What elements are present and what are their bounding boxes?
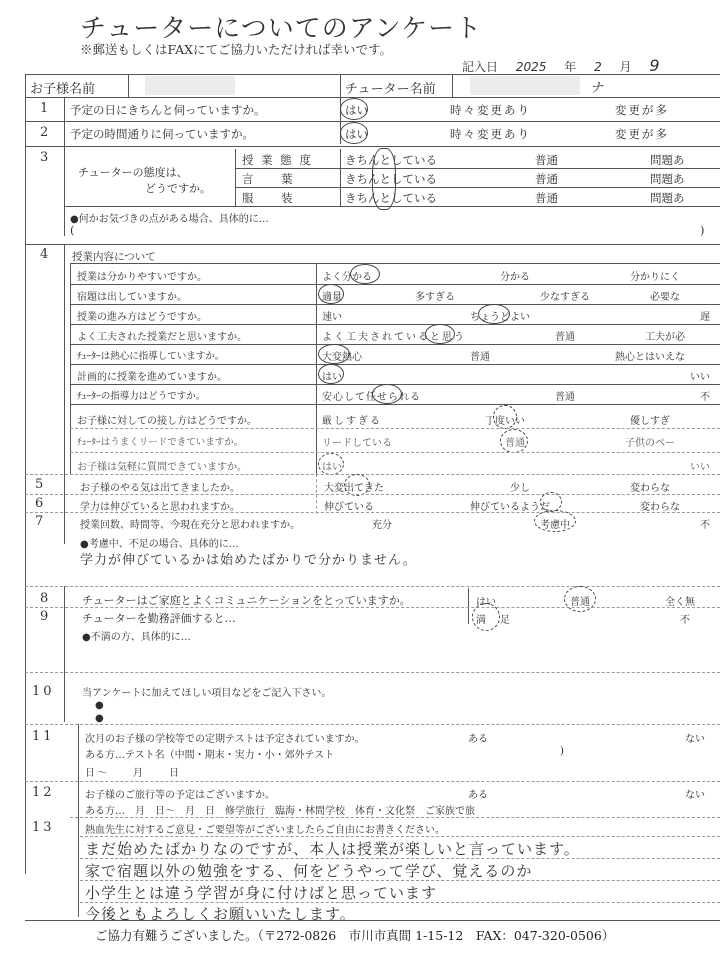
selected-circle [344,474,370,496]
divider [78,817,79,917]
divider [64,586,65,686]
q7-option[interactable]: 不 [700,520,710,531]
q2-option-yes[interactable]: はい [345,127,368,141]
divider [64,146,65,236]
q8-option[interactable]: はい [476,597,496,608]
q13-handwritten-line[interactable]: 今後ともよろしくお願いいたします。 [85,905,356,923]
question-number: 7 [35,514,44,529]
month-label: 月 [619,60,632,74]
divider [70,452,720,453]
q1-option-yes[interactable]: はい [345,103,368,117]
q3-row-label: 言 葉 [242,172,301,186]
q13-handwritten-line[interactable]: 家で宿題以外の勉強をする、何をどうやって学び、覚えるのか [85,862,533,880]
q4-row-option[interactable]: 遅 [700,312,710,323]
q12-line2: ある方… 月 日～ 月 日 修学旅行 臨海・林間学校 体育・文化祭 ご家族で旅 [85,806,475,817]
divider [64,97,65,147]
selected-circle [493,405,517,429]
q1-text: 予定の日にきちんと伺っていますか。 [70,103,266,117]
divider [64,206,720,207]
q7-text: 授業回数、時間等、今現在充分と思われますか。 [80,520,300,531]
q3-row-option[interactable]: きちんとしている [345,153,437,167]
q3-text-line1: チューターの態度は、 [78,166,188,179]
q8-text: チューターはご家庭とよくコミュニケーションをとっていますか。 [82,594,411,607]
selected-circle [425,324,455,344]
selected-circle [318,364,344,384]
date-year-field[interactable]: 2025 [515,60,547,74]
divider [25,724,720,725]
q4-row-option[interactable]: リードしている [322,438,392,449]
q4-row-option[interactable]: 熱心とはいえな [615,352,685,363]
selected-circle [340,122,368,144]
divider [70,324,720,325]
q4-row-option[interactable]: 多すぎる [415,292,455,303]
q4-row-option[interactable]: 普通 [555,392,575,403]
q3-note-label: ●何かお気づきの点がある場合、具体的に… [70,214,269,225]
child-name-label: お子様名前 [30,82,96,97]
q3-row-option[interactable]: 問題あ [650,153,685,167]
q4-row-option[interactable]: よく工夫されていると思う [322,332,466,343]
question-number: 4 [40,247,49,262]
divider [64,474,65,544]
q8-option[interactable]: 普通 [570,597,590,608]
q5-option[interactable]: 大変出てきた [324,483,384,494]
q4-row-text: お子様は気軽に質問できていますか。 [77,462,247,473]
q5-option[interactable]: 変わらな [630,483,670,494]
q4-row-option[interactable]: 優しすぎ [630,416,670,427]
divider [235,149,236,206]
divider [78,781,79,817]
q7-handwritten-answer[interactable]: 学力が伸びているかは始めたばかりで分かりません。 [80,553,417,568]
q9-text: チューターを勤務評価すると… [82,612,236,625]
divider [468,588,469,624]
divider [128,74,129,97]
q4-row-option[interactable]: 普通 [505,438,525,449]
q4-row-option[interactable]: 少なすぎる [540,292,590,303]
divider [80,880,720,881]
question-number: 5 [35,477,44,492]
q3-note-open: ( [70,223,75,237]
question-number: 10 [32,684,55,699]
date-day-field[interactable]: 9 [649,56,660,75]
q7-option[interactable]: 考慮中 [540,520,570,531]
selected-circle [478,304,510,324]
selected-circle [534,510,576,532]
divider [78,724,79,784]
q4-row-option[interactable]: 安心して任せられる [322,392,421,403]
q11-line3: 日～ 月 日 [85,768,181,779]
q3-note-close: ) [700,223,705,237]
q2-option-sometimes[interactable]: 時々変更あり [450,127,531,141]
q3-row-option[interactable]: きちんとしている [345,191,437,205]
q6-option[interactable]: 変わらな [640,502,680,513]
page-title: チューターについてのアンケート [80,14,483,44]
divider [25,494,720,495]
q4-row-option[interactable]: 不 [700,392,710,403]
q12-option-yes[interactable]: ある [468,790,488,801]
divider [70,304,720,305]
q4-row-option[interactable]: 大変熱心 [322,352,362,363]
q4-row-text: 授業は分かりやすいですか。 [77,272,207,283]
selected-circle [318,344,350,364]
q4-row-text: ﾁｭｰﾀｰは熱心に指導していますか。 [77,351,225,362]
q4-row-text: 計画的に授業を進めていますか。 [77,372,227,383]
divider [64,244,65,474]
divider [25,781,720,782]
q4-row-text: 宿題は出していますか。 [77,292,187,303]
divider [25,672,720,673]
divider [25,121,720,122]
q4-row-option[interactable]: はい [322,372,342,383]
q4-row-text: ﾁｭｰﾀｰの指導力はどうですか。 [77,391,206,402]
q10-bullet: ● [95,700,104,711]
entry-date [462,56,674,75]
q13-handwritten-line[interactable]: まだ始めたばかりなのですが、本人は授業が楽しいと言っています。 [85,840,580,858]
selected-circle [372,384,402,404]
q9-option[interactable]: 満足 [476,615,524,626]
q4-row-option[interactable]: 分かりにく [630,272,680,283]
q4-row-option[interactable]: 子供のペー [625,438,675,449]
divider [70,284,720,285]
q11-line2: ある方…テスト名（中間・期末・実力・小・郊外テスト [85,750,335,761]
divider [235,187,720,188]
q7-note-label: ●考慮中、不足の場合、具体的に… [80,539,239,550]
q6-option[interactable]: 伸びているようだ [470,502,550,513]
q4-heading: 授業内容について [72,251,156,263]
q4-row-text: よく工夫された授業だと思いますか。 [77,332,247,343]
question-number: 3 [40,150,49,165]
q11-option-yes[interactable]: ある [468,734,488,745]
q4-row-option[interactable]: よく分かる [322,272,372,283]
divider [25,586,720,587]
divider [25,97,720,98]
q4-row-text: ﾁｭｰﾀｰはうまくリードできていますか。 [77,437,244,448]
q2-option-often[interactable]: 変更が多 [615,127,669,141]
q4-row-option[interactable]: 速い [322,312,342,323]
selected-circle [500,429,528,453]
q8-option[interactable]: 全く無 [665,597,695,608]
divider [70,364,720,365]
selected-circle [564,586,596,612]
q10-bullet: ● [95,713,104,724]
divider [316,263,317,474]
q4-row-text: お子様に対しての接し方はどうですか。 [77,416,257,427]
q11-close: ) [560,746,564,757]
tutor-name-label: チューター名前 [345,82,436,97]
q4-row-option[interactable]: 丁度いい [485,416,525,427]
q11-text: 次月のお子様の学校等での定期テストは予定されていますか。 [85,734,365,745]
q4-row-option[interactable]: 工夫が必 [645,332,685,343]
year-label: 年 [564,60,577,74]
date-month-field[interactable]: 2 [594,60,602,74]
footer-contact: ご協力有難うございました。（〒272-0826 市川市真間 1-15-12 FAX：047-320-0506） [95,928,615,943]
divider [70,344,720,345]
q3-text-line2: どうですか。 [145,182,211,195]
divider [80,836,720,837]
q3-row-option[interactable]: 問題あ [650,191,685,205]
q4-row-option[interactable]: 必要な [650,292,680,303]
divider [64,672,65,722]
q13-text: 熱血先生に対するご意見・ご要望等がございましたらご自由にお書きください。 [85,825,445,836]
q12-text: お子様のご旅行等の予定はございますか。 [85,790,275,801]
tutor-name-suffix: ナ [590,81,604,96]
tutor-name-field[interactable] [470,76,580,95]
q3-row-option[interactable]: 問題あ [650,172,685,186]
q12-option-no[interactable]: ない [685,790,705,801]
selected-circle [472,603,500,631]
page-subtitle: ※郵送もしくはFAXにてご協力いただければ幸いです。 [80,42,393,57]
selected-circle [318,284,344,304]
selected-circle [318,453,344,475]
divider [452,74,453,97]
q4-row-option[interactable]: 普通 [470,352,490,363]
divider [235,168,720,169]
divider [25,146,720,147]
q1-option-sometimes[interactable]: 時々変更あり [450,103,531,117]
selected-circle [350,264,380,284]
q10-text: 当アンケートに加えてほしい項目などをご記入下さい。 [82,688,332,699]
q3-row-option[interactable]: 普通 [535,191,558,205]
question-number: 9 [40,609,49,624]
date-label: 記入日 [462,60,499,74]
q4-row-option[interactable]: 分かる [500,272,530,283]
q6-text: 学力は伸びていると思われますか。 [80,502,240,513]
q4-row-option[interactable]: 適量 [322,292,342,303]
q4-row-option[interactable]: いい [690,462,710,473]
q6-option[interactable]: 伸びている [324,502,374,513]
q13-handwritten-line[interactable]: 小学生とは違う学習が身に付けばと思っています [85,884,438,902]
divider [70,263,71,474]
selected-circle [340,98,368,120]
question-number: 8 [40,591,49,606]
divider [80,858,720,859]
question-number: 11 [32,729,55,744]
q7-option[interactable]: 充分 [372,520,392,531]
q4-row-option[interactable]: ちょうどよい [470,312,530,323]
q2-text: 予定の時間通りに伺っていますか。 [70,127,254,141]
question-number: 6 [35,496,44,511]
q4-row-option[interactable]: 普通 [555,332,575,343]
q9-note-label: ●不満の方、具体的に… [82,632,191,643]
q3-row-option[interactable]: 普通 [535,153,558,167]
divider [70,817,720,818]
divider [70,428,720,429]
q4-row-option[interactable]: いい [690,372,710,383]
divider [25,920,720,921]
question-number: 13 [32,820,55,835]
q3-row-label: 服 装 [242,191,301,205]
q5-text: お子様のやる気は出てきましたか。 [80,483,240,494]
divider [70,263,720,264]
q4-row-option[interactable]: はい [322,462,342,473]
q1-option-often[interactable]: 変更が多 [615,103,669,117]
selected-mark [540,492,562,512]
q4-row-option[interactable]: 厳しすぎる [322,416,382,427]
divider [340,149,341,206]
divider [25,244,720,245]
selected-mark [372,148,396,210]
q4-row-text: 授業の進み方はどうですか。 [77,312,207,323]
q3-row-label: 授 業 態 度 [242,153,313,167]
question-number: 1 [40,101,49,116]
question-number: 2 [40,125,49,140]
divider [25,474,720,475]
q9-option[interactable]: 不 [680,615,690,626]
divider [25,607,720,608]
divider [70,404,720,405]
divider [25,512,720,513]
divider [25,74,720,75]
q11-option-no[interactable]: ない [685,734,705,745]
question-number: 12 [32,785,55,800]
q3-row-option[interactable]: きちんとしている [345,172,437,186]
child-name-field[interactable] [145,76,235,95]
q5-option[interactable]: 少し [510,483,530,494]
q3-row-option[interactable]: 普通 [535,172,558,186]
